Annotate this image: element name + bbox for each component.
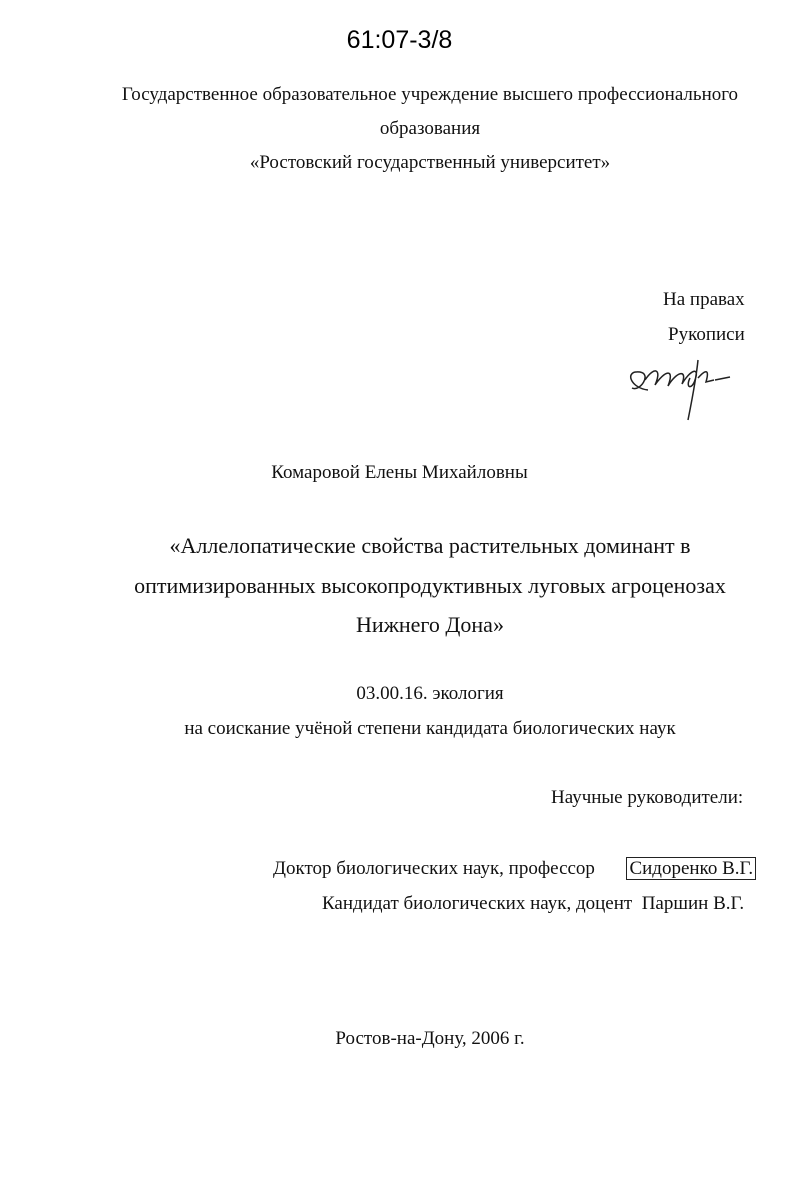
supervisor-2 [322, 893, 744, 915]
thesis-title-line-3: Нижнего Дона» [356, 612, 504, 637]
thesis-title-line-1: «Аллелопатические свойства растительных доминант в [169, 533, 691, 558]
degree: на соискание учёной степени кандидата биологических наук [184, 718, 676, 739]
supervisor-rank: Доктор биологических наук, профессор [273, 858, 595, 879]
supervisors-heading: Научные руководители: [551, 787, 744, 808]
rights-line-2: Рукописи [668, 324, 745, 345]
archive-code: 61:07-3/8 [346, 26, 453, 54]
supervisor-name: Паршин В.Г. [641, 893, 745, 914]
city-year: Ростов-на-Дону, 2006 г. [335, 1028, 525, 1049]
rights-line-1: На правах [663, 289, 745, 310]
thesis-title-line-2: оптимизированных высокопродуктивных луговых агроценозах [134, 573, 726, 598]
supervisor-rank: Кандидат биологических наук, доцент [322, 893, 633, 914]
author-name: Комаровой Елены Михайловны [271, 462, 528, 483]
institution-line-2: образования [379, 118, 481, 139]
institution-line-3: «Ростовский государственный университет» [249, 152, 611, 173]
supervisor-name: Сидоренко В.Г. [626, 857, 756, 880]
signature [610, 350, 770, 425]
supervisor-1 [273, 858, 756, 880]
institution-line-1: Государственное образовательное учреждение высшего профессионального [121, 84, 739, 105]
specialty: 03.00.16. экология [356, 683, 504, 704]
